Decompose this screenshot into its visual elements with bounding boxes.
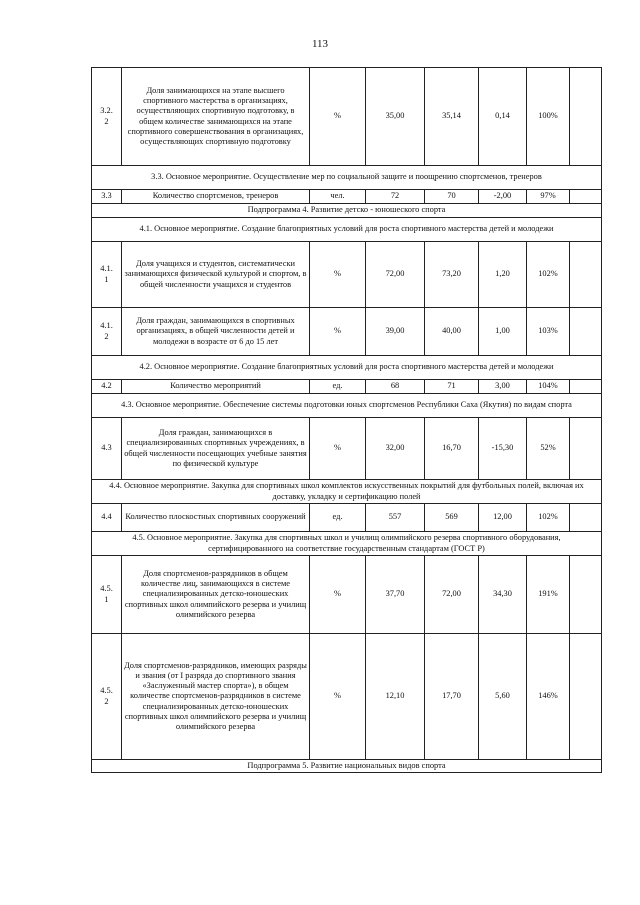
planned-value: 39,00: [366, 308, 425, 356]
deviation-value: 1,20: [479, 242, 527, 308]
deviation-value: 0,14: [479, 68, 527, 166]
note-cell: [570, 504, 602, 532]
indicator-code: 4.3: [92, 418, 122, 480]
indicator-name: Количество мероприятий: [122, 380, 310, 394]
actual-value: 70: [425, 190, 479, 204]
indicator-row: [92, 556, 602, 634]
note-cell: [570, 190, 602, 204]
indicator-unit: %: [310, 418, 366, 480]
completion-percent: 191%: [527, 556, 570, 634]
indicator-unit: ед.: [310, 504, 366, 532]
completion-percent: 103%: [527, 308, 570, 356]
indicator-code: 4.1. 2: [92, 308, 122, 356]
actual-value: 71: [425, 380, 479, 394]
note-cell: [570, 68, 602, 166]
completion-percent: 100%: [527, 68, 570, 166]
indicator-unit: ед.: [310, 380, 366, 394]
completion-percent: 104%: [527, 380, 570, 394]
note-cell: [570, 634, 602, 760]
deviation-value: 5,60: [479, 634, 527, 760]
note-cell: [570, 308, 602, 356]
indicator-unit: %: [310, 308, 366, 356]
indicator-unit: %: [310, 556, 366, 634]
actual-value: 35,14: [425, 68, 479, 166]
completion-percent: 97%: [527, 190, 570, 204]
planned-value: 12,10: [366, 634, 425, 760]
note-cell: [570, 380, 602, 394]
section-title: 4.1. Основное мероприятие. Создание благоприятных условий для роста спортивного мастерства детей и молодежи: [92, 218, 602, 242]
deviation-value: 1,00: [479, 308, 527, 356]
section-title: 4.4. Основное мероприятие. Закупка для спортивных школ комплектов искусственных покрытий для футбольных полей, включая их доставку, укладку и сертификацию полей: [92, 480, 602, 504]
actual-value: 72,00: [425, 556, 479, 634]
actual-value: 73,20: [425, 242, 479, 308]
indicator-name: Доля граждан, занимающихся в специализированных спортивных учреждениях, в общей численности посещающих учебные занятия по физической культуре: [122, 418, 310, 480]
section-title: 4.3. Основное мероприятие. Обеспечение системы подготовки юных спортсменов Республики Саха (Якутия) по видам спорта: [92, 394, 602, 418]
note-cell: [570, 418, 602, 480]
actual-value: 40,00: [425, 308, 479, 356]
subprogram-row: [92, 204, 602, 218]
planned-value: 557: [366, 504, 425, 532]
indicator-unit: %: [310, 68, 366, 166]
indicator-name: Количество плоскостных спортивных сооружений: [122, 504, 310, 532]
subprogram-title: Подпрограмма 4. Развитие детско - юношеского спорта: [92, 204, 602, 218]
planned-value: 37,70: [366, 556, 425, 634]
subprogram-row: [92, 760, 602, 773]
section-row: [92, 356, 602, 380]
indicator-code: 3.2. 2: [92, 68, 122, 166]
indicator-code: 3.3: [92, 190, 122, 204]
indicator-row: [92, 380, 602, 394]
indicator-row: [92, 504, 602, 532]
indicator-name: Доля учащихся и студентов, систематически занимающихся физической культурой и спортом, в общей численности учащихся и студентов: [122, 242, 310, 308]
indicator-code: 4.5. 2: [92, 634, 122, 760]
deviation-value: 34,30: [479, 556, 527, 634]
indicator-unit: %: [310, 634, 366, 760]
page-number: 113: [311, 38, 329, 50]
deviation-value: -15,30: [479, 418, 527, 480]
report-table: [91, 67, 602, 773]
section-row: [92, 480, 602, 504]
subprogram-title: Подпрограмма 5. Развитие национальных видов спорта: [92, 760, 602, 773]
section-row: [92, 394, 602, 418]
section-row: [92, 166, 602, 190]
report-table-body: [92, 68, 602, 773]
deviation-value: 12,00: [479, 504, 527, 532]
indicator-code: 4.2: [92, 380, 122, 394]
deviation-value: 3,00: [479, 380, 527, 394]
indicator-unit: %: [310, 242, 366, 308]
indicator-row: [92, 308, 602, 356]
indicator-unit: чел.: [310, 190, 366, 204]
indicator-row: [92, 242, 602, 308]
planned-value: 35,00: [366, 68, 425, 166]
indicator-code: 4.5. 1: [92, 556, 122, 634]
completion-percent: 52%: [527, 418, 570, 480]
indicator-row: [92, 190, 602, 204]
indicator-name: Доля граждан, занимающихся в спортивных организациях, в общей численности детей и молодежи в возрасте от 6 до 15 лет: [122, 308, 310, 356]
section-row: [92, 532, 602, 556]
planned-value: 32,00: [366, 418, 425, 480]
indicator-code: 4.4: [92, 504, 122, 532]
indicator-name: Доля спортсменов-разрядников, имеющих разряды и звания (от I разряда до спортивного звания «Заслуженный мастер спорта»), в общем количестве спортсменов-разрядников в системе специализированных детско-юношеских спортивных школ олимпийского резерва и училищ олимпийского резерва: [122, 634, 310, 760]
completion-percent: 102%: [527, 504, 570, 532]
note-cell: [570, 556, 602, 634]
section-title: 3.3. Основное мероприятие. Осуществление мер по социальной защите и поощрению спортсменов, тренеров: [92, 166, 602, 190]
indicator-name: Доля занимающихся на этапе высшего спортивного мастерства в организациях, осуществляющих спортивную подготовку, в общем количестве занимающихся на этапе спортивного совершенствования в организациях, осуществляющих спортивную подготовку: [122, 68, 310, 166]
deviation-value: -2,00: [479, 190, 527, 204]
completion-percent: 102%: [527, 242, 570, 308]
section-title: 4.5. Основное мероприятие. Закупка для спортивных школ и училищ олимпийского резерва спортивного оборудования, сертифицированного на соответствие государственным стандартам (ГОСТ Р): [92, 532, 602, 556]
actual-value: 16,70: [425, 418, 479, 480]
planned-value: 72: [366, 190, 425, 204]
indicator-row: [92, 634, 602, 760]
indicator-row: [92, 418, 602, 480]
note-cell: [570, 242, 602, 308]
planned-value: 72,00: [366, 242, 425, 308]
indicator-name: Доля спортсменов-разрядников в общем количестве лиц, занимающихся в системе специализированных детско-юношеских спортивных школ олимпийского резерва и училищ олимпийского резерва: [122, 556, 310, 634]
actual-value: 569: [425, 504, 479, 532]
completion-percent: 146%: [527, 634, 570, 760]
indicator-row: [92, 68, 602, 166]
planned-value: 68: [366, 380, 425, 394]
indicator-code: 4.1. 1: [92, 242, 122, 308]
indicator-name: Количество спортсменов, тренеров: [122, 190, 310, 204]
section-title: 4.2. Основное мероприятие. Создание благоприятных условий для роста спортивного мастерства детей и молодежи: [92, 356, 602, 380]
section-row: [92, 218, 602, 242]
actual-value: 17,70: [425, 634, 479, 760]
